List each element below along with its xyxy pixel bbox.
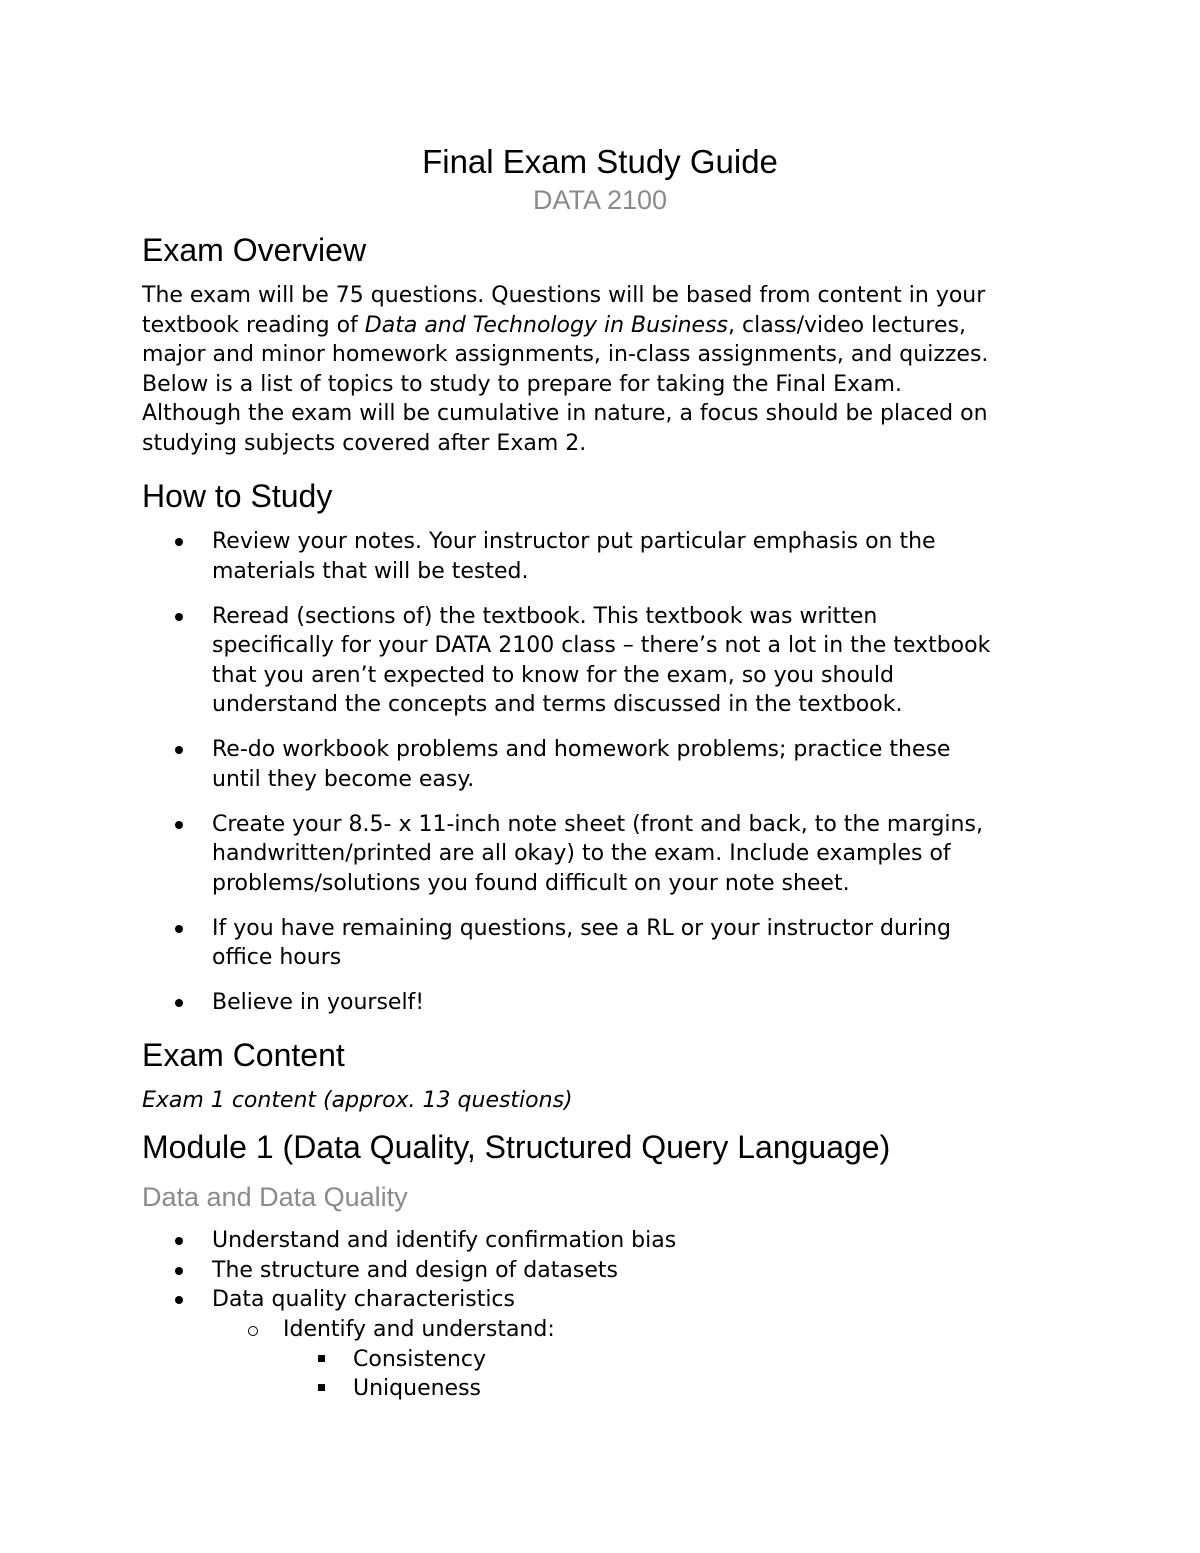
study-tip-line: Review your notes. Your instructor put particular emphasis on the	[212, 529, 936, 554]
document-subtitle: DATA 2100	[532, 185, 668, 215]
textbook-title: Data and Technology in Business	[364, 312, 729, 338]
bullet-icon	[175, 1296, 183, 1304]
topic-text: The structure and design of datasets	[212, 1257, 618, 1283]
circle-bullet-icon	[248, 1326, 258, 1336]
sub-sub-topic-item: Uniqueness	[353, 1376, 482, 1401]
how-to-study-heading: How to Study	[142, 478, 333, 514]
study-tip-item	[142, 914, 1062, 973]
exam-overview-heading: Exam Overview	[142, 232, 367, 268]
study-tip-line: Create your 8.5- x 11-inch note sheet (front and back, to the margins,	[212, 811, 983, 837]
exam-content-heading: Exam Content	[142, 1037, 345, 1073]
bullet-icon	[175, 1237, 183, 1245]
topic-text: Data quality characteristics	[212, 1287, 515, 1312]
bullet-icon	[175, 999, 183, 1007]
study-tip-line: specifically for your DATA 2100 class – there’s not a lot in the textbook	[212, 633, 991, 658]
study-tip-line: If you have remaining questions, see a RL or your instructor during	[212, 915, 952, 941]
exam-overview-paragraph	[142, 281, 1062, 458]
bullet-icon	[175, 1267, 183, 1275]
study-tip-line: Reread (sections of) the textbook. This textbook was written	[212, 603, 878, 629]
bullet-icon	[175, 925, 183, 933]
study-tip-item	[142, 602, 1062, 720]
data-quality-heading: Data and Data Quality	[142, 1182, 408, 1212]
study-tip-item	[142, 527, 1062, 586]
study-tip-item	[142, 735, 1062, 794]
study-tip-line: office hours	[212, 945, 342, 970]
study-tip-line: handwritten/printed are all okay) to the exam. Include examples of	[212, 841, 951, 866]
topic-item	[142, 1285, 1062, 1315]
sub-sub-topic-item: Consistency	[353, 1347, 487, 1372]
overview-line: Below is a list of topics to study to prepare for taking the Final Exam.	[142, 371, 902, 397]
study-tip-line: Re-do workbook problems and homework problems; practice these	[212, 737, 951, 762]
bullet-icon	[175, 746, 183, 754]
topic-text: Understand and identify confirmation bias	[212, 1228, 677, 1253]
overview-line: major and minor homework assignments, in-class assignments, and quizzes.	[142, 342, 989, 367]
bullet-icon	[175, 821, 183, 829]
overview-line: Although the exam will be cumulative in nature, a focus should be placed on	[142, 401, 988, 426]
how-to-study-list	[142, 527, 1062, 1033]
sub-topic-item: Identify and understand:	[283, 1317, 555, 1342]
square-bullet-icon	[318, 1384, 325, 1391]
study-tip-line: understand the concepts and terms discussed in the textbook.	[212, 692, 903, 717]
document-title: Final Exam Study Guide	[422, 143, 778, 180]
study-tip-line: that you aren’t expected to know for the exam, so you should	[212, 662, 894, 688]
study-tip-line: Believe in yourself!	[212, 990, 425, 1015]
data-quality-topic-list	[142, 1226, 1062, 1315]
bullet-icon	[175, 538, 183, 546]
study-tip-item	[142, 988, 1062, 1018]
bullet-icon	[175, 613, 183, 621]
topic-item	[142, 1256, 1062, 1286]
overview-line: studying subjects covered after Exam 2.	[142, 430, 587, 456]
overview-line	[142, 311, 1062, 341]
topic-item	[142, 1226, 1062, 1256]
study-tip-item	[142, 810, 1062, 899]
overview-text: textbook reading of	[142, 312, 365, 338]
module-1-heading: Module 1 (Data Quality, Structured Query Language)	[142, 1129, 891, 1165]
exam-1-content-note: Exam 1 content (approx. 13 questions)	[142, 1088, 573, 1113]
study-tip-line: problems/solutions you found difficult on your note sheet.	[212, 870, 850, 896]
overview-text: , class/video lectures,	[728, 312, 966, 338]
overview-line: The exam will be 75 questions. Questions will be based from content in your	[142, 283, 986, 308]
study-tip-line: materials that will be tested.	[212, 558, 529, 584]
square-bullet-icon	[318, 1355, 325, 1362]
study-tip-line: until they become easy.	[212, 766, 475, 792]
